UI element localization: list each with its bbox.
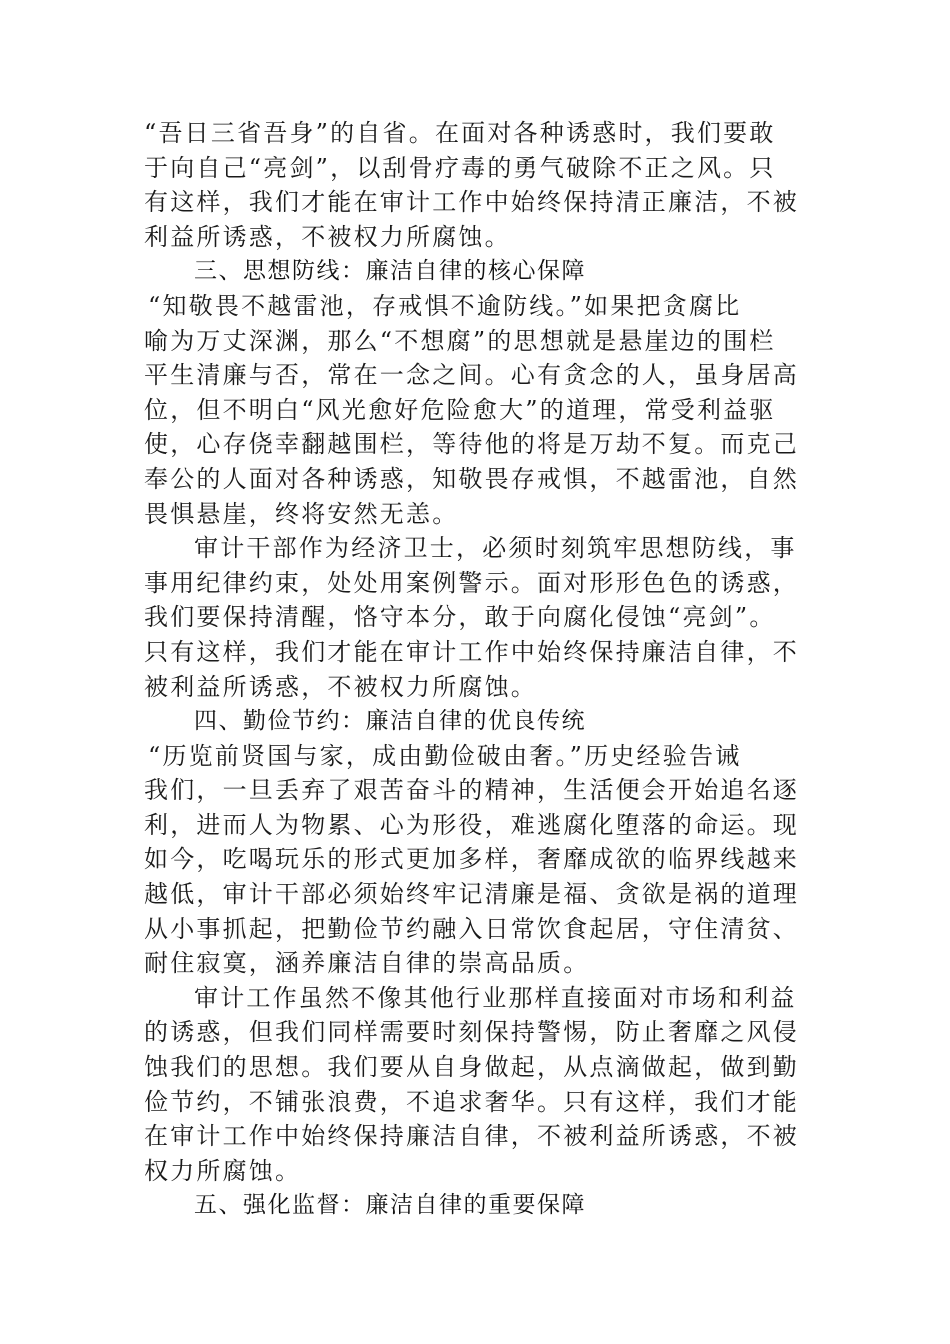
paragraph-line: 我们，一旦丢弃了艰苦奋斗的精神，生活便会开始追名逐 xyxy=(144,776,799,805)
paragraph-line: 耐住寂寞，涵养廉洁自律的崇高品质。 xyxy=(144,949,590,978)
paragraph-line: 奉公的人面对各种诱惑，知敬畏存戒惧，不越雷池，自然 xyxy=(144,464,799,493)
paragraph-line: 位，但不明白“风光愈好危险愈大”的道理，常受利益驱 xyxy=(144,395,776,424)
paragraph-line: 于向自己“亮剑”，以刮骨疗毒的勇气破除不正之风。只 xyxy=(144,153,776,182)
paragraph-line: 利，进而人为物累、心为形役，难逃腐化堕落的命运。现 xyxy=(144,810,799,839)
section-heading: 五、强化监督：廉洁自律的重要保障 xyxy=(194,1192,586,1219)
section-heading: 四、勤俭节约：廉洁自律的优良传统 xyxy=(194,708,586,735)
paragraph-first-line: “知敬畏不越雷池，存戒惧不逾防线。”如果把贪腐比 xyxy=(148,291,742,320)
paragraph-line: 平生清廉与否，常在一念之间。心有贪念的人，虽身居高 xyxy=(144,361,799,390)
paragraph-line: 我们要保持清醒，恪守本分，敢于向腐化侵蚀“亮剑”。 xyxy=(144,603,776,632)
paragraph-line: 喻为万丈深渊，那么“不想腐”的思想就是悬崖边的围栏 xyxy=(144,326,776,355)
paragraph-line: 从小事抓起，把勤俭节约融入日常饮食起居，守住清贫、 xyxy=(144,914,799,943)
paragraph-first-line: 审计工作虽然不像其他行业那样直接面对市场和利益 xyxy=(194,983,797,1012)
section-heading: 三、思想防线：廉洁自律的核心保障 xyxy=(194,258,586,285)
paragraph-line: 俭节约，不铺张浪费，不追求奢华。只有这样，我们才能 xyxy=(144,1087,799,1116)
paragraph-line: “吾日三省吾身”的自省。在面对各种诱惑时，我们要敢 xyxy=(144,119,776,147)
paragraph-first-line: “历览前贤国与家，成由勤俭破由奢。”历史经验告诫 xyxy=(148,741,742,770)
paragraph-line: 被利益所诱惑，不被权力所腐蚀。 xyxy=(144,672,537,701)
paragraph-line: 越低，审计干部必须始终牢记清廉是福、贪欲是祸的道理 xyxy=(144,880,799,909)
paragraph-line: 如今，吃喝玩乐的形式更加多样，奢靡成欲的临界线越来 xyxy=(144,845,799,874)
paragraph-first-line: 审计干部作为经济卫士，必须时刻筑牢思想防线，事 xyxy=(194,534,797,563)
paragraph-line: 畏惧悬崖，终将安然无恙。 xyxy=(144,499,459,528)
paragraph-line: 只有这样，我们才能在审计工作中始终保持廉洁自律，不 xyxy=(144,637,799,666)
paragraph-line: 的诱惑，但我们同样需要时刻保持警惕，防止奢靡之风侵 xyxy=(144,1018,799,1047)
paragraph-line: 在审计工作中始终保持廉洁自律，不被利益所诱惑，不被 xyxy=(144,1122,799,1151)
paragraph-line: 使，心存侥幸翻越围栏，等待他的将是万劫不复。而克己 xyxy=(144,430,799,459)
paragraph-line: 有这样，我们才能在审计工作中始终保持清正廉洁，不被 xyxy=(144,188,799,217)
paragraph-line: 利益所诱惑，不被权力所腐蚀。 xyxy=(144,222,511,251)
document-body xyxy=(144,116,808,1223)
paragraph-line: 蚀我们的思想。我们要从自身做起，从点滴做起，做到勤 xyxy=(144,1053,799,1082)
paragraph-line: 事用纪律约束，处处用案例警示。面对形形色色的诱惑， xyxy=(144,568,799,597)
paragraph-line: 权力所腐蚀。 xyxy=(144,1156,302,1185)
